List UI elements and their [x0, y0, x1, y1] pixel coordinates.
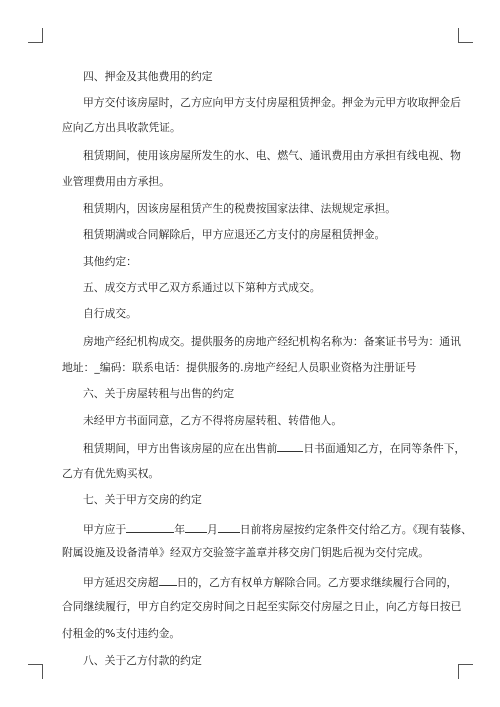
paragraph-line: 租赁期间，使用该房屋所发生的水、电、燃气、通讯费用由方承担有线电视、物: [83, 149, 461, 162]
paragraph-line: 合同继续履行，甲方自约定交房时间之日起至实际交付房屋之日止，向乙方每日按已: [62, 600, 462, 613]
fill-blank: [218, 521, 240, 533]
paragraph-line: 未经甲方书面同意，乙方不得将房屋转租、转借他人。: [83, 414, 343, 427]
section-heading-4: 四、押金及其他费用的约定: [83, 70, 213, 83]
section-heading-5: 五、成交方式甲乙双方系通过以下第种方式成交。: [83, 281, 321, 294]
text-segment: 甲方延迟交房超: [83, 576, 159, 589]
paragraph-line: [83, 521, 472, 535]
text-segment: 月: [206, 523, 218, 536]
paragraph-line: [83, 440, 465, 454]
corner-mark-top-right: [458, 28, 473, 43]
paragraph-line: 业管理费用由方承担。: [62, 175, 170, 188]
section-heading-7: 七、关于甲方交房的约定: [83, 493, 202, 506]
section-heading-8: 八、关于乙方付款的约定: [83, 654, 202, 667]
fill-blank: [126, 521, 174, 533]
paragraph-line: 付租金的%支付违约金。: [62, 627, 181, 640]
paragraph-line: 房地产经纪机构成交。提供服务的房地产经纪机构名称为：备案证书号为：通讯: [83, 335, 461, 348]
text-segment: 甲方应于: [83, 523, 127, 536]
section-heading-6: 六、关于房屋转租与出售的约定: [83, 387, 235, 400]
paragraph-line: 应向乙方出具收款凭证。: [62, 121, 181, 134]
paragraph-line: 租赁期满或合同解除后，甲方应退还乙方支付的房屋租赁押金。: [83, 228, 386, 241]
text-segment: 租赁期间，甲方出售该房屋的应在出售前: [83, 442, 278, 455]
paragraph-line: [83, 574, 457, 588]
paragraph-line: 甲方交付该房屋时，乙方应向甲方支付房屋租赁押金。押金为元甲方收取押金后: [83, 96, 461, 109]
corner-mark-bottom-left: [28, 664, 43, 679]
corner-mark-bottom-right: [458, 664, 473, 679]
corner-mark-top-left: [28, 28, 43, 43]
paragraph-line: 其他约定：: [83, 255, 137, 268]
text-segment: 年: [174, 523, 185, 536]
text-segment: 日的，乙方有权单方解除合同。乙方要求继续履行合同的，: [176, 576, 458, 589]
paragraph-line: 自行成交。: [83, 307, 137, 320]
fill-blank: [159, 574, 177, 586]
text-segment: 日前将房屋按约定条件交付给乙方。《现有装修、: [239, 523, 472, 536]
paragraph-line: 地址：_编码：联系电话：提供服务的.房地产经纪人员职业资格为注册证号: [62, 361, 417, 374]
text-segment: 日书面通知乙方，在同等条件下，: [303, 442, 466, 455]
fill-blank: [185, 521, 207, 533]
paragraph-line: 附属设施及设备清单》经双方交验签字盖章并移交房门钥匙后视为交付完成。: [62, 546, 430, 559]
fill-blank: [277, 440, 303, 452]
paragraph-line: 租赁期内，因该房屋租赁产生的税费按国家法律、法规规定承担。: [83, 202, 397, 215]
paragraph-line: 乙方有优先购买权。: [62, 467, 160, 480]
